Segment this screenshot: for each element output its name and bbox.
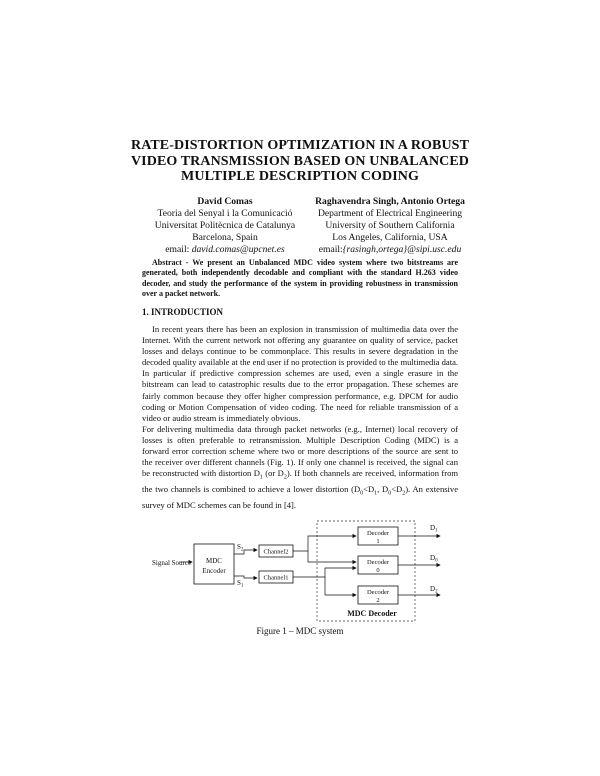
author-name: Raghavendra Singh, Antonio Ortega [315, 196, 465, 207]
d0-label: $D_0$ [430, 554, 438, 564]
section-heading: 1. INTRODUCTION [142, 307, 224, 317]
author-block-1 [150, 196, 300, 256]
decoder-0-index: 0 [376, 567, 380, 574]
author-city: Los Angeles, California, USA [332, 232, 448, 243]
title-line-1: RATE-DISTORTION OPTIMIZATION IN A ROBUST [130, 138, 470, 153]
d1-label: $D_1$ [430, 524, 438, 534]
abstract-label: Abstract [152, 258, 182, 267]
author-dept: Teoria del Senyal i la Comunicació [157, 208, 293, 219]
decoder-1-label: Decoder [366, 530, 390, 537]
encoder-label-2: Encoder [202, 567, 226, 575]
abstract-text: - We present an Unbalanced MDC video system where two bitstreams are generated, both independently decodable and compliant with the standard H.263 video decoder, and study the performance of the system in providing robustness in transmission over a packet network. [142, 258, 458, 299]
author-city: Barcelona, Spain [192, 232, 258, 243]
ch2-to-dec1 [293, 536, 356, 551]
section-body [142, 324, 458, 511]
author-university: University of Southern California [325, 220, 455, 231]
figure-caption: Figure 1 – MDC system [256, 626, 344, 636]
author-name: David Comas [197, 196, 253, 207]
paper-title [100, 138, 500, 185]
decoder-2-label: Decoder [366, 589, 390, 596]
ch2-to-dec0 [308, 551, 356, 562]
ch1-to-dec2 [325, 577, 356, 595]
author-dept: Department of Electrical Engineering [317, 208, 463, 219]
paragraph-1: In recent years there has been an explosion in transmission of multimedia data over the Internet. With the current network not offering any guarantee on quality of service, packet losses and delays continue to be commonplace. This results in severe degradation in the decoded quality available at the end user if no protection is provided to the multimedia data. In particular if predictive compression schemes are used, even a single erasure in the bitstream can lead to catastrophic results due to the error propagation. These schemes are fairly common because they offer higher compression performance, e.g. DPCM for audio coding or Motion Compensation of video coding. The need for reliable transmission of a video or audio stream is immediately obvious. [142, 324, 458, 423]
d2-label: $D_2$ [430, 585, 438, 595]
decoder-2-index: 2 [376, 597, 380, 604]
paragraph-2: For delivering multimedia data through packet networks (e.g., Internet) local recovery of losses is often preferable to retransmission. Multiple Description Coding (MDC) is a forward error correction scheme where two or more descriptions of the source are sent to the receiver over different channels (Fig. 1). If only one channel is received, the signal can be reconstructed with distortion $D_1$ (or $D_2$). If both channels are received, information from the two channels is combined to achieve a lower distortion ($D_0<D_1$, $D_0<D_2$). An extensive survey of MDC schemes can be found in [4]. [142, 423, 458, 510]
s1-line [234, 576, 257, 578]
s1-label: $S_1$ [237, 579, 244, 589]
channel-1-label: Channel1 [263, 574, 289, 582]
ch1-to-dec0 [293, 568, 356, 577]
author-university: Universitat Politècnica de Catalunya [154, 220, 296, 231]
author-block-2 [300, 196, 480, 256]
mdc-decoder-label: MDC Decoder [347, 609, 397, 618]
decoder-1-index: 1 [376, 538, 380, 545]
signal-source-label: Signal Source [152, 559, 192, 567]
channel-2-label: Channel2 [263, 548, 289, 556]
author-email: {rasingh,ortega}@sipi.usc.edu [342, 244, 462, 255]
abstract [142, 258, 458, 300]
author-email-line [150, 244, 300, 256]
s2-label: $S_2$ [237, 543, 244, 553]
author-email: david.comas@upcnet.es [191, 244, 285, 255]
title-line-2: VIDEO TRANSMISSION BASED ON UNBALANCED [130, 153, 470, 169]
email-label: email: [165, 244, 190, 255]
encoder-label-1: MDC [206, 557, 222, 565]
figure-1-diagram [140, 518, 460, 640]
author-email-line [300, 244, 480, 256]
email-label: email: [318, 244, 343, 255]
title-line-3: MULTIPLE DESCRIPTION CODING [181, 169, 419, 184]
decoder-0-label: Decoder [366, 559, 390, 566]
